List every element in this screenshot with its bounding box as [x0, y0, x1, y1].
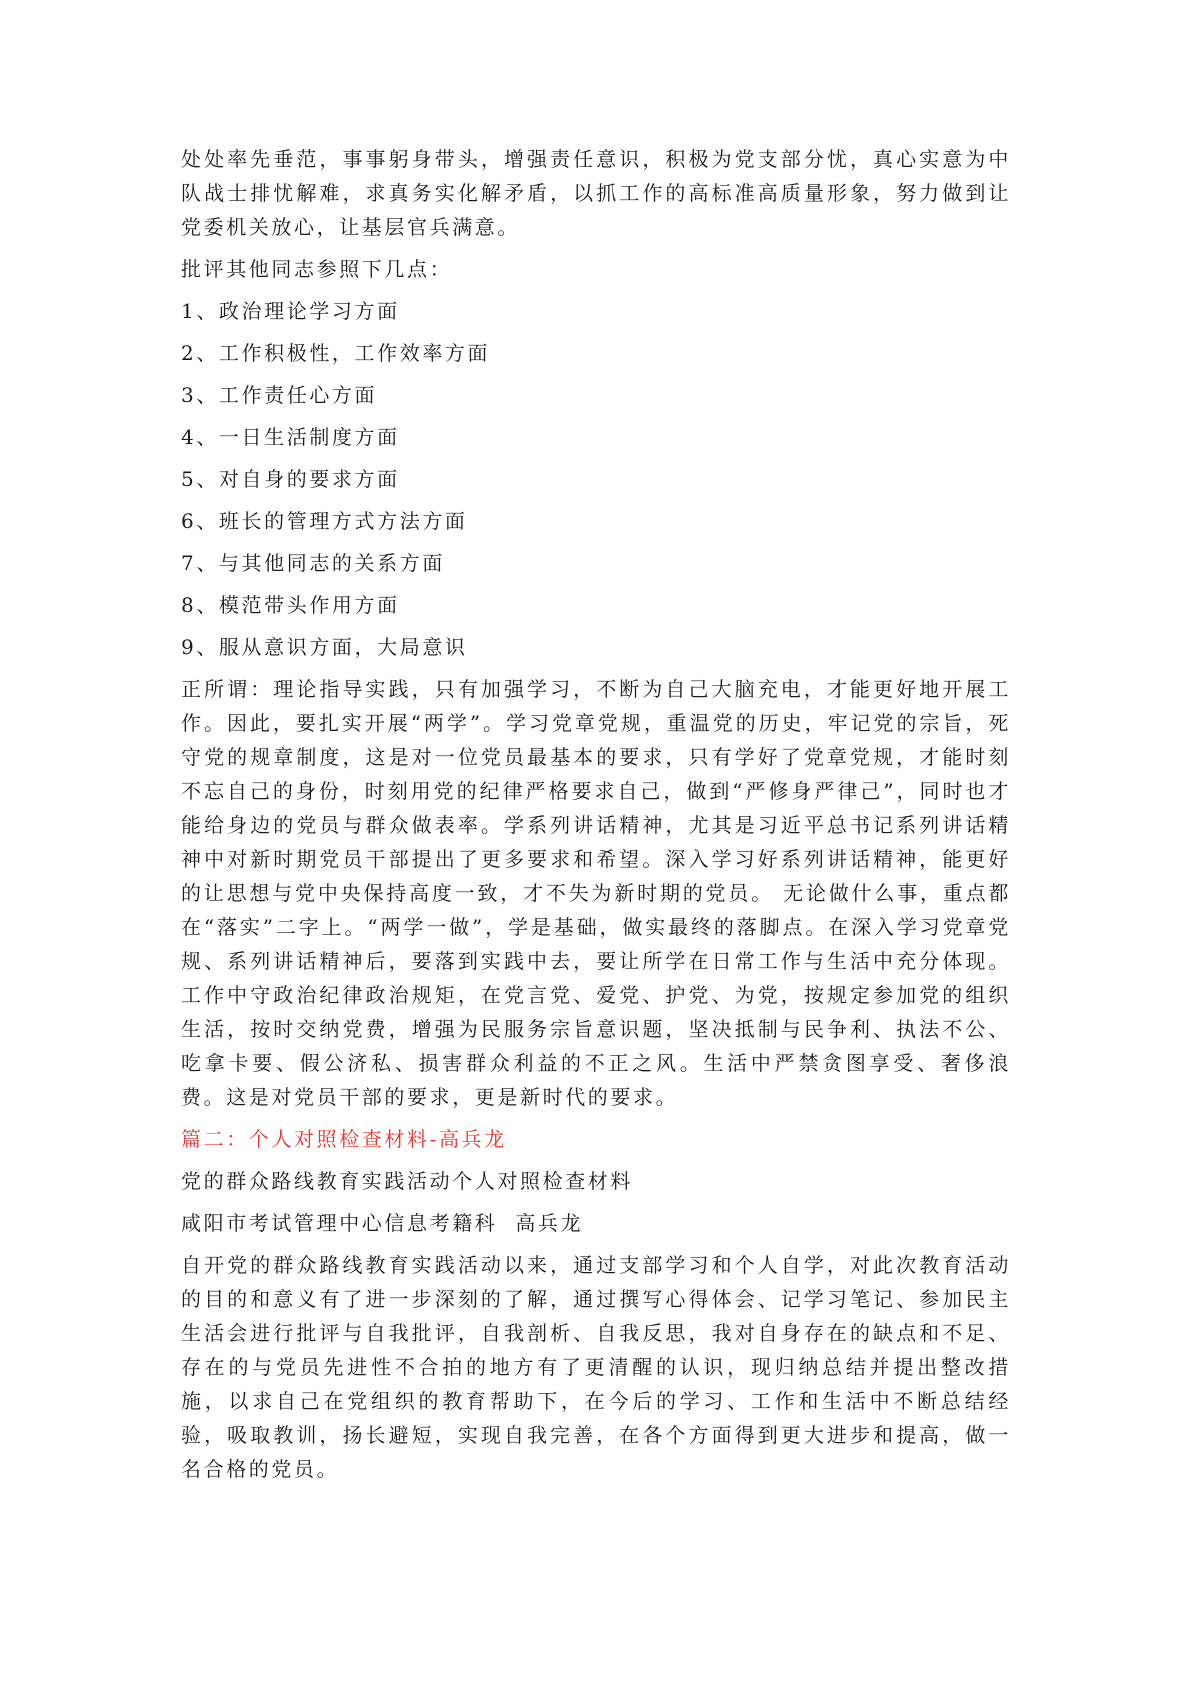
list-item: 2、工作积极性，工作效率方面	[181, 341, 491, 365]
criticism-list	[181, 294, 1011, 664]
criticism-intro: 批评其他同志参照下几点：	[181, 257, 453, 281]
list-item: 5、对自身的要求方面	[181, 467, 400, 491]
list-item: 1、政治理论学习方面	[181, 299, 400, 323]
list-item: 4、一日生活制度方面	[181, 425, 400, 449]
list-item: 7、与其他同志的关系方面	[181, 551, 445, 575]
author-line: 咸阳市考试管理中心信息考籍科 高兵龙	[181, 1211, 584, 1235]
intro-paragraph: 处处率先垂范，事事躬身带头，增强责任意识，积极为党支部分忧，真心实意为中队战士排忧解难，求真务实化解矛盾，以抓工作的高标准高质量形象，努力做到让党委机关放心，让基层官兵满意。	[181, 147, 1011, 239]
document-page	[181, 142, 1011, 1494]
document-title: 党的群众路线教育实践活动个人对照检查材料	[181, 1169, 633, 1193]
section-heading: 篇二：个人对照检查材料-高兵龙	[181, 1127, 507, 1151]
list-item: 9、服从意识方面，大局意识	[181, 635, 468, 659]
closing-paragraph: 自开党的群众路线教育实践活动以来，通过支部学习和个人自学，对此次教育活动的目的和意义有了进一步深刻的了解，通过撰写心得体会、记学习笔记、参加民主生活会进行批评与自我批评，自我剖析、自我反思，我对自身存在的缺点和不足、存在的与党员先进性不合拍的地方有了更清醒的认识，现归纳总结并提出整改措施，以求自己在党组织的教育帮助下，在今后的学习、工作和生活中不断总结经验，吸取教训，扬长避短，实现自我完善，在各个方面得到更大进步和提高，做一名合格的党员。	[181, 1253, 1011, 1481]
list-item: 8、模范带头作用方面	[181, 593, 400, 617]
list-item: 6、班长的管理方式方法方面	[181, 509, 468, 533]
list-item: 3、工作责任心方面	[181, 383, 378, 407]
main-paragraph: 正所谓：理论指导实践，只有加强学习，不断为自己大脑充电，才能更好地开展工作。因此，要扎实开展“两学”。学习党章党规，重温党的历史，牢记党的宗旨，死守党的规章制度，这是对一位党员最基本的要求，只有学好了党章党规，才能时刻不忘自己的身份，时刻用党的纪律严格要求自己，做到“严修身严律己”，同时也才能给身边的党员与群众做表率。学系列讲话精神，尤其是习近平总书记系列讲话精神中对新时期党员干部提出了更多要求和希望。深入学习好系列讲话精神，能更好的让思想与党中央保持高度一致，才不失为新时期的党员。 无论做什么事，重点都在“落实”二字上。“两学一做”，学是基础，做实最终的落脚点。在深入学习党章党规、系列讲话精神后，要落到实践中去，要让所学在日常工作与生活中充分体现。工作中守政治纪律政治规矩，在党言党、爱党、护党、为党，按规定参加党的组织生活，按时交纳党费，增强为民服务宗旨意识题，坚决抵制与民争利、执法不公、吃拿卡要、假公济私、损害群众利益的不正之风。生活中严禁贪图享受、奢侈浪费。这是对党员干部的要求，更是新时代的要求。	[181, 677, 1011, 1109]
